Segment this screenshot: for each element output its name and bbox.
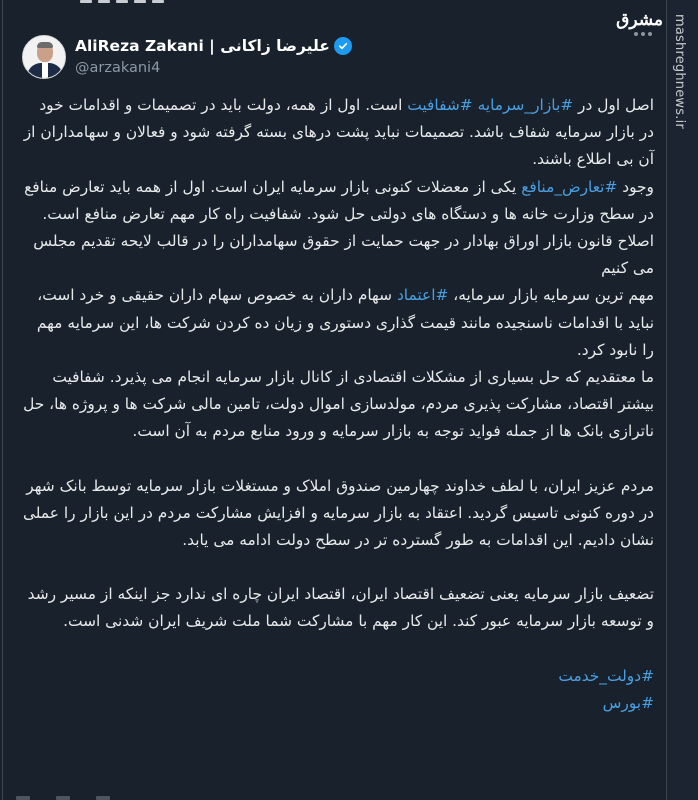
watermark-site-url: mashreghnews.ir: [672, 14, 687, 129]
text-segment: وجود: [617, 177, 654, 196]
avatar[interactable]: [22, 35, 66, 79]
paragraph-1: [22, 92, 654, 174]
paragraph-5: مردم عزیز ایران، با لطف خداوند چهارمین صندوق املاک و مستغلات بازار سرمایه توسط بانک شهر در دوره کنونی تاسیس گردید. اعتقاد به بازار سرمایه و افزایش مشارکت مردم در این بازار را عملی نشان دادیم. این اقدامات به طور گسترده تر در سطح دولت ادامه می یابد.: [22, 476, 654, 550]
paragraph-4: ما معتقدیم که حل بسیاری از مشکلات اقتصادی از کانال بازار سرمایه انجام می پذیرد. شفافیت بیشتر اقتصاد، مشارکت پذیری مردم، مولدسازی اموال دولت، تامین مالی شرکت ها و پروژه ها، حل ناترازی بانک ها از جمله فواید توجه به بازار سرمایه و ورود منابع مردم به آن است.: [23, 368, 654, 441]
hashtag-link[interactable]: #دولت_خدمت: [558, 666, 654, 685]
user-handle[interactable]: @arzakani4: [75, 60, 161, 76]
paragraph-6: تضعیف بازار سرمایه یعنی تضعیف اقتصاد ایران، اقتصاد ایران چاره ای ندارد جز اینکه از مسیر رشد و توسعه بازار سرمایه عبور کند. این کار مهم با مشارکت شما ملت شریف ایران شدنی است.: [27, 585, 654, 631]
hashtag-list: [22, 663, 654, 717]
name-row: [75, 35, 352, 57]
display-name[interactable]: AliReza Zakani | علیرضا زاکانی: [75, 37, 330, 55]
paragraph-gap: [22, 554, 654, 581]
avatar-hair: [37, 42, 53, 48]
text-segment: یکی از معضلات کنونی بازار سرمایه ایران است. اول از همه باید تعارض منافع در سطح وزارت خانه ها و دستگاه های دولتی حل شود. شفافیت راه کار مهم تعارض منافع است. اصلاح قانون بازار اوراق بهادار در جهت حمایت از حقوق سهامداران را در قالب لایحه تقدیم مجلس می کنیم: [24, 177, 654, 278]
paragraph-3: [22, 282, 654, 364]
text-segment: مهم ترین سرمایه بازار سرمایه،: [448, 286, 654, 305]
user-info: [75, 35, 352, 76]
hashtag-link[interactable]: #اعتماد: [396, 286, 449, 305]
text-segment: است. اول از همه، دولت باید در تصمیمات و اقدامات خود در بازار سرمایه شفاف باشد. تصمیمات نباید پشت درهای بسته گرفته شود و فعالان و سهامداران از آن بی اطلاع باشند.: [23, 96, 654, 169]
mashregh-logo: [616, 10, 663, 36]
avatar-shirt: [42, 63, 48, 79]
tweet-text: [22, 92, 654, 717]
logo-dots-icon: [623, 32, 663, 36]
hashtag-link[interactable]: #تعارض_منافع: [521, 177, 618, 196]
text-segment: اصل اول در: [573, 96, 654, 114]
cropped-following-content: [16, 796, 110, 800]
cropped-previous-content: [80, 0, 164, 4]
paragraph-2: [22, 174, 654, 283]
verified-badge-icon: [334, 37, 352, 55]
hashtag-link[interactable]: #بورس: [602, 693, 654, 712]
mashregh-logo-text: مشرق: [616, 10, 663, 30]
left-border: [2, 0, 3, 800]
tweet-header: [22, 35, 352, 79]
paragraph-gap: [22, 636, 654, 663]
text-segment: سهام داران به خصوص سهام داران حقیقی و خرد است، نباید با اقدامات ناسنجیده مانند قیمت گذاری دستوری و زیان ده کردن شرکت ها، این سرمایه مهم را نابود کرد.: [36, 286, 654, 359]
watermark-divider: [666, 0, 667, 800]
hashtag-link[interactable]: #بازار_سرمایه: [477, 96, 574, 114]
hashtag-link[interactable]: #شفافیت: [407, 96, 473, 114]
paragraph-gap: [22, 446, 654, 473]
